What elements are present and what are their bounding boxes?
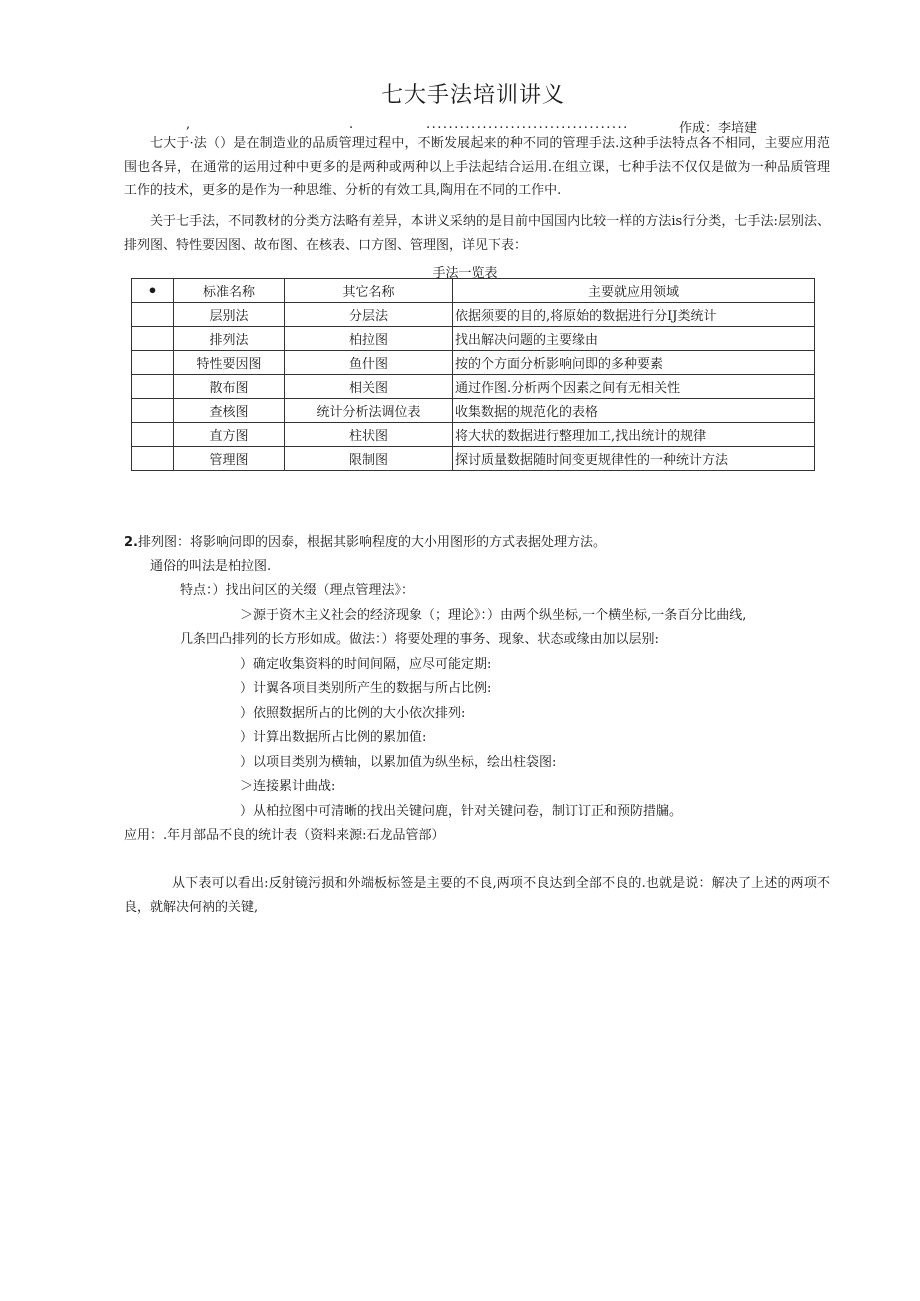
table-header-row (132, 279, 815, 303)
cell-other-name: 鱼什图 (285, 351, 453, 375)
cell-application: 找出解决问题的主要缘由 (453, 327, 815, 351)
cell-other-name: 统计分析法调位表 (285, 399, 453, 423)
header-standard-name: 标准名称 (174, 279, 285, 303)
section-2-conclusion: 从下表可以看出:反射镜污损和外端板标签是主要的不良,两项不良达到全部不良的.也就是说：解决了上述的两项不良，就解决何衲的关键, (124, 876, 830, 915)
cell-application: 通过作图.分析两个因素之间有无相关性 (453, 375, 815, 399)
cell-standard-name: 直方图 (174, 423, 285, 447)
cell-other-name: 限制图 (285, 447, 453, 471)
step-item: ）计算出数据所占比例的累加值: (240, 730, 427, 745)
byline-author: 作成：李培建 (679, 121, 758, 136)
step-item: ＞连接累计曲战: (240, 779, 336, 794)
methods-table (131, 278, 815, 471)
byline-leader-dots: .................................... (426, 117, 629, 132)
cell-standard-name: 特性要因图 (174, 351, 285, 375)
row-bullet-cell (132, 327, 174, 351)
table-row (132, 327, 815, 351)
step-item: ）以项目类别为横轴，以累加值为纵坐标，绘出柱袋图: (240, 755, 557, 770)
row-bullet-cell (132, 303, 174, 327)
cell-application: 依据须要的目的,将原始的数据进行分IJ类统计 (453, 303, 815, 327)
table-caption: 手法一览表 (432, 266, 498, 281)
page-title: 七大手法培训讲义 (380, 83, 565, 108)
header-bullet: • (132, 279, 174, 303)
section-2-alias: 通俗的叫法是柏拉图. (150, 559, 272, 574)
cell-standard-name: 散布图 (174, 375, 285, 399)
table-row (132, 423, 815, 447)
cell-standard-name: 查核图 (174, 399, 285, 423)
cell-other-name: 柱状图 (285, 423, 453, 447)
table-row (132, 303, 815, 327)
cell-application: 按的个方面分析影响问即的多种要素 (453, 351, 815, 375)
step-item: ）确定收集资料的时间间隔，应尽可能定期: (240, 657, 492, 672)
section-number: 2. (124, 535, 138, 550)
header-other-name: 其它名称 (285, 279, 453, 303)
step-item: ）依照数据所占的比例的大小依次排列: (240, 706, 466, 721)
row-bullet-cell (132, 423, 174, 447)
cell-other-name: 柏拉图 (285, 327, 453, 351)
row-bullet-cell (132, 351, 174, 375)
cell-application: 将大状的数据进行整理加工,找出统计的规律 (453, 423, 815, 447)
section-2-feature: 特点：）找出问区的关缀（理点管理法》： (180, 583, 415, 598)
cell-other-name: 相关图 (285, 375, 453, 399)
step-item: ）从柏拉图中可清晰的找出关键问鹿，针对关键问卷，制订订正和预防措牖。 (240, 804, 683, 819)
cell-standard-name: 排列法 (174, 327, 285, 351)
intro-paragraph-2: 关于七手法，不同教材的分类方法略有差异，本讲义采纳的是目前中国国内比较一样的方法is行分类，七手法:层别法、排列图、特性要因图、故布图、在核表、口方图、管理图，详见下表： (124, 214, 830, 253)
row-bullet-cell (132, 447, 174, 471)
table-row (132, 399, 815, 423)
section-heading-text: 排列图：将影响问即的因泰，根据其影响程度的大小用图形的方式表据处理方法。 (137, 535, 606, 550)
step-item: ）计翼各项目类别所产生的数据与所占比例: (240, 681, 492, 696)
cell-application: 收集数据的规范化的表格 (453, 399, 815, 423)
header-application: 主要就应用领域 (453, 279, 815, 303)
table-row (132, 375, 815, 399)
section-2-method: 几条凹凸排列的长方形如成。做法：）将要处理的事务、现象、状态或缘由加以层别: (180, 632, 659, 647)
intro-paragraph-1: 七大于·法（）是在制造业的品质管理过程中，不断发展起来的种不同的管理手法.这种手法特点各不相同，主要应用范围也各异，在通常的运用过种中更多的是两种或两种以上手法起结合运用.在组立课，七种手法不仅仅是做为一种品质管理工作的技术，更多的是作为一种思维、分析的有效工具,陶用在不同的工作中. (124, 136, 830, 198)
table-row (132, 447, 815, 471)
cell-other-name: 分层法 (285, 303, 453, 327)
cell-standard-name: 层别法 (174, 303, 285, 327)
section-2-application: 应用：.年月部品不良的统计表（资料来源:石龙品管部） (124, 828, 445, 843)
section-2-heading (124, 533, 606, 553)
table-row (132, 351, 815, 375)
cell-standard-name: 管理图 (174, 447, 285, 471)
section-2-origin: ＞源于资木主义社会的经济现象（；理论》：）由两个纵坐标,一个横坐标,一条百分比曲线, (240, 608, 747, 623)
row-bullet-cell (132, 375, 174, 399)
byline-comma: , (186, 117, 191, 132)
byline-period: . (349, 117, 354, 132)
cell-application: 探讨质量数据随时间变更规律性的一种统计方法 (453, 447, 815, 471)
row-bullet-cell (132, 399, 174, 423)
